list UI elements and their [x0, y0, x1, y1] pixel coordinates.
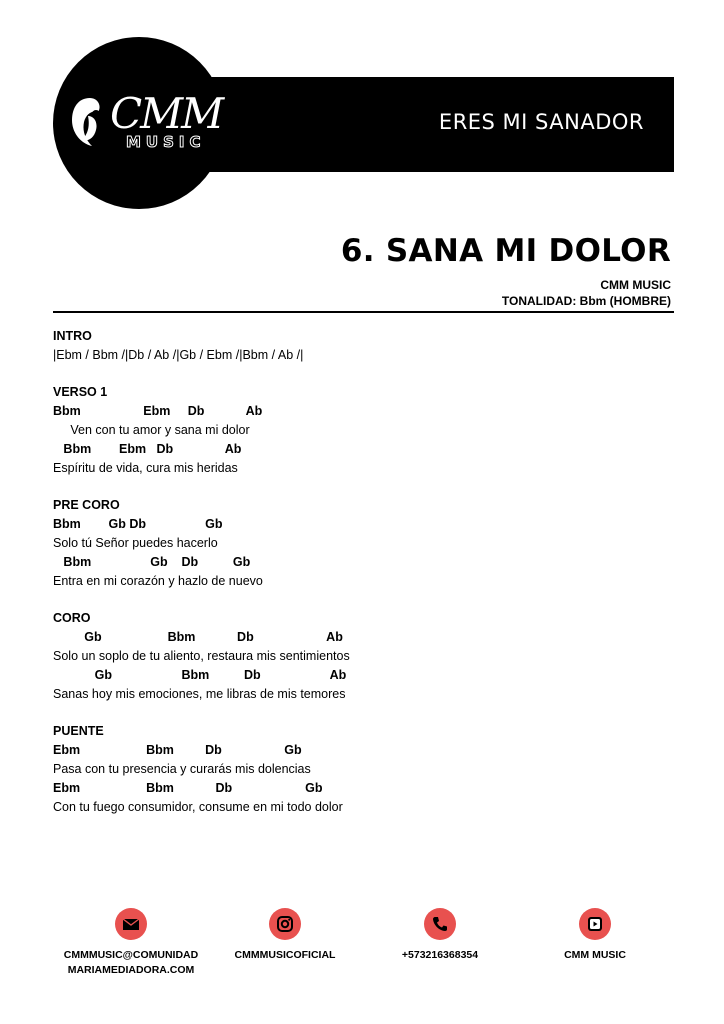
chord-line: Bbm Ebm Db Ab [53, 442, 242, 456]
email-line-2: MARIAMEDIADORA.COM [67, 964, 195, 976]
song-key: TONALIDAD: Bbm (HOMBRE) [501, 294, 671, 308]
section-intro [53, 327, 673, 365]
lyric-line: Pasa con tu presencia y curarás mis dolencias [53, 762, 311, 776]
section-label: INTRO [53, 329, 92, 343]
logo-text: CMM [110, 89, 223, 138]
youtube-channel[interactable]: CMM MUSIC [564, 949, 626, 961]
section-bridge [53, 722, 673, 817]
album-title: ERES MI SANADOR [438, 110, 644, 134]
mail-icon[interactable] [115, 908, 147, 940]
chord-line: Bbm Ebm Db Ab [53, 404, 263, 418]
lyric-line: Espíritu de vida, cura mis heridas [53, 461, 238, 475]
chord-sheet [53, 327, 673, 835]
chord-line: Ebm Bbm Db Gb [53, 743, 302, 757]
logo-subtext: MUSIC [126, 133, 206, 151]
praying-figure-logo-icon [68, 94, 112, 154]
chord-line: Gb Bbm Db Ab [53, 630, 343, 644]
section-chorus [53, 609, 673, 704]
section-verse-1 [53, 383, 673, 478]
song-title: 6. SANA MI DOLOR [340, 233, 671, 269]
phone-number[interactable]: +573216368354 [401, 949, 479, 961]
divider [53, 311, 674, 313]
chord-line: Bbm Gb Db Gb [53, 555, 251, 569]
chord-line: Ebm Bbm Db Gb [53, 781, 323, 795]
section-label: VERSO 1 [53, 385, 108, 399]
section-pre-chorus [53, 496, 673, 591]
phone-icon[interactable] [424, 908, 456, 940]
lyric-line: Solo tú Señor puedes hacerlo [53, 536, 218, 550]
instagram-handle[interactable]: CMMMUSICOFICIAL [234, 949, 336, 961]
artist-name: CMM MUSIC [600, 278, 671, 292]
section-label: CORO [53, 611, 91, 625]
lyric-line: Solo un soplo de tu aliento, restaura mis sentimientos [53, 649, 350, 663]
youtube-icon[interactable] [579, 908, 611, 940]
chord-line: Bbm Gb Db Gb [53, 517, 223, 531]
lyric-line: Sanas hoy mis emociones, me libras de mis temores [53, 687, 346, 701]
chord-line: Gb Bbm Db Ab [53, 668, 347, 682]
instagram-icon[interactable] [269, 908, 301, 940]
cmm-music-logo [68, 90, 228, 160]
email-line-1: CMMMUSIC@COMUNIDAD [63, 949, 199, 961]
lyric-line: Ven con tu amor y sana mi dolor [53, 423, 250, 437]
section-label: PRE CORO [53, 498, 120, 512]
lyric-line: Entra en mi corazón y hazlo de nuevo [53, 574, 263, 588]
email-contact[interactable] [51, 948, 211, 978]
lyric-line: Con tu fuego consumidor, consume en mi todo dolor [53, 800, 343, 814]
intro-progression: |Ebm / Bbm /|Db / Ab /|Gb / Ebm /|Bbm / Ab /| [53, 348, 304, 362]
section-label: PUENTE [53, 724, 104, 738]
